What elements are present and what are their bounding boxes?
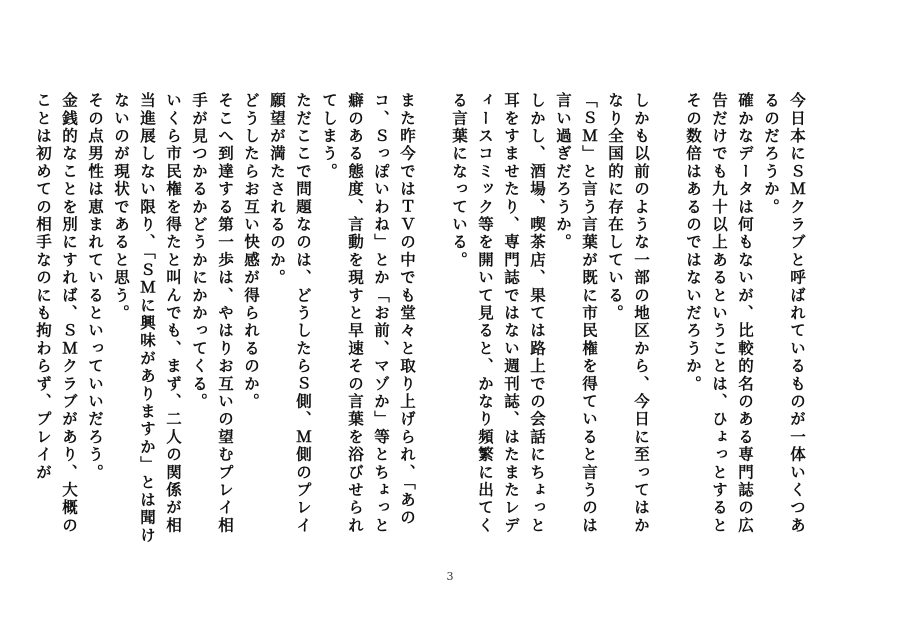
paragraph-7: ただここで問題なのは、どうしたらＳ側、Ｍ側のプレイ願望が満たされるのか。 (268, 92, 313, 535)
paragraph-6: また昨今ではＴＶの中でも堂々と取り上げられ、「あのコ、Ｓっぽいわね」とか「お前、マゾか」等とちょっと癖のある態度、言動を現すと早速その言葉を浴びせられてしまう。 (320, 92, 417, 535)
paragraph-3: しかも以前のような一部の地区から、今日に至ってはかなり全国的に存在している。 (606, 92, 651, 535)
paragraph-11: その点男性は恵まれているといっていいだろう。 (86, 92, 105, 482)
paragraph-12: 金銭的なことを別にすれば、ＳＭクラブがあり、大概のことは初めての相手なのにも拘わらず、プレイが (34, 92, 79, 535)
paragraph-10: いくら市民権を得たと叫んでも、まず、二人の関係が相当進展しない限り、「ＳＭに興味がありますか」とは聞けないのが現状であると思う。 (112, 92, 183, 545)
paragraph-1: 今日本にＳＭクラブと呼ばれているものが一体いくつあるのだろうか。 (762, 92, 807, 535)
paragraph-2: 確かなデータは何もないが、比較的名のある専門誌の広告だけでも九十以上あるということは、ひょっとするとその数倍はあるのではないだろうか。 (684, 92, 755, 535)
paragraph-4: 「ＳＭ」と言う言葉が既に市民権を得ていると言うのは言い過ぎだろうか。 (554, 92, 599, 535)
paragraph-9: そこへ到達する第一歩は、やはりお互いの望むプレイ相手が見つかるかどうかにかかってくる。 (190, 92, 235, 535)
body-text (34, 92, 810, 552)
page-number: 3 (446, 570, 454, 583)
paragraph-8: どうしたらお互い快感が得られるのか。 (242, 92, 261, 411)
paragraph-5: しかし、酒場、喫茶店、果ては路上での会話にちょっと耳をすませたり、専門誌ではない週刊誌、はたまたレディースコミック等を開いて見ると、かなり頻繁に出てくる言葉になっている。 (450, 92, 547, 535)
